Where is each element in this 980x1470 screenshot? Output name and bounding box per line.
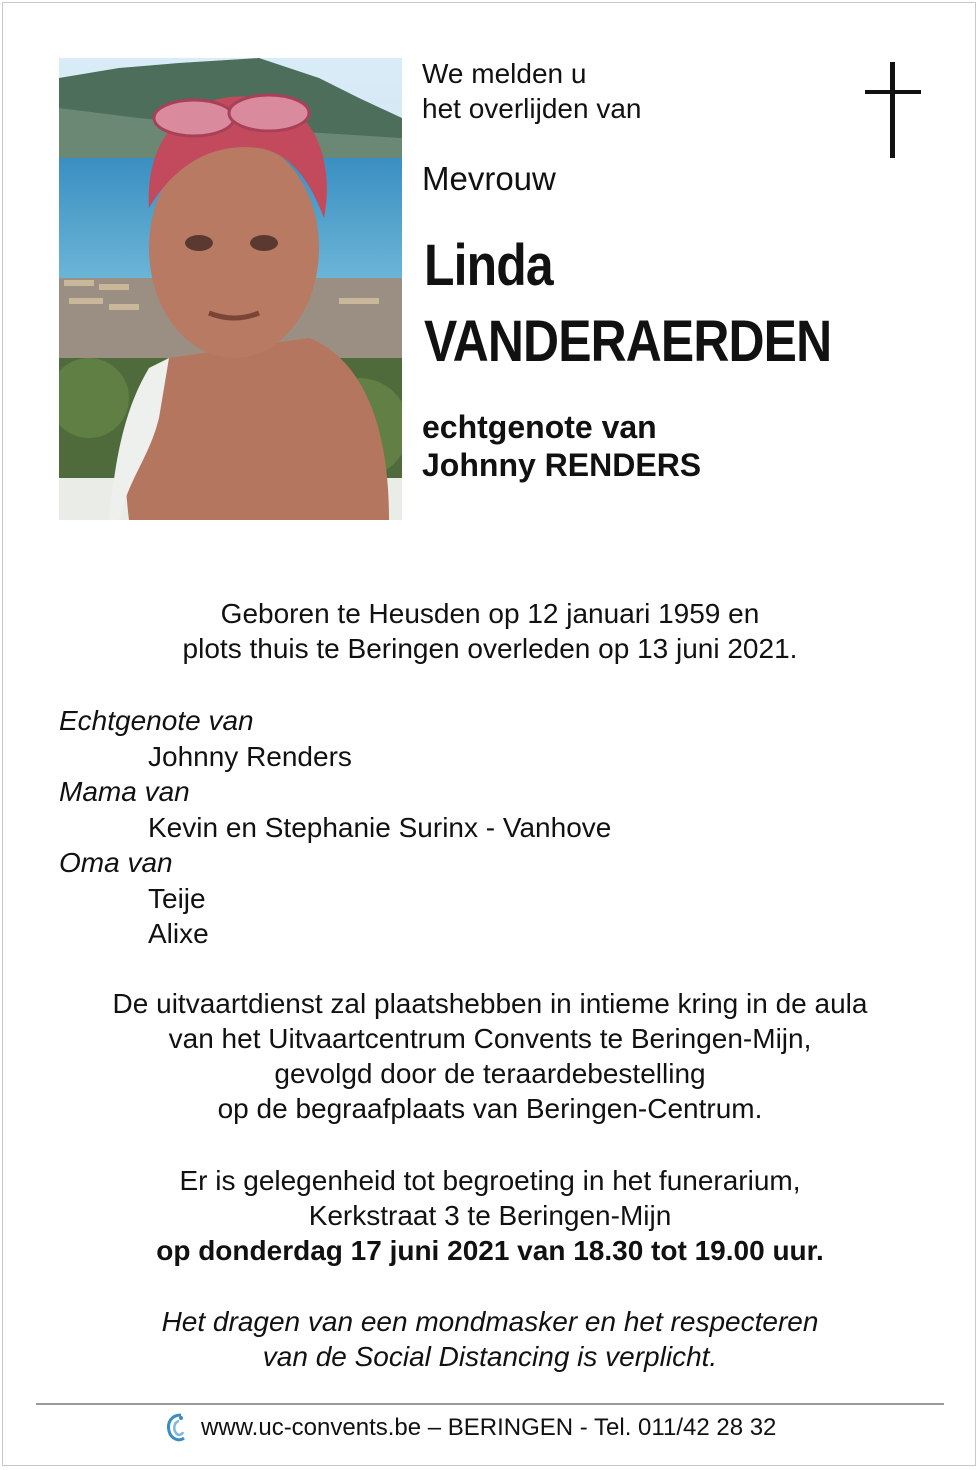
birth-death-text bbox=[0, 596, 980, 666]
family-member: Teije bbox=[148, 882, 206, 914]
death-line: plots thuis te Beringen overleden op 13 juni 2021. bbox=[182, 633, 798, 664]
portrait-photo bbox=[59, 58, 402, 520]
visit-address: Kerkstraat 3 te Beringen-Mijn bbox=[308, 1200, 672, 1231]
visit-datetime: op donderdag 17 juni 2021 van 18.30 tot 19.00 uur. bbox=[156, 1235, 824, 1266]
first-name: Linda bbox=[424, 233, 553, 298]
intro-line: het overlijden van bbox=[422, 93, 642, 124]
cross-icon bbox=[865, 62, 921, 158]
funeral-line: van het Uitvaartcentrum Convents te Beringen-Mijn, bbox=[168, 1023, 812, 1054]
family-member: Alixe bbox=[148, 918, 209, 949]
funeral-line: op de begraafplaats van Beringen-Centrum. bbox=[217, 1093, 763, 1124]
last-name: VANDERAERDEN bbox=[424, 309, 832, 374]
visitation-details bbox=[0, 1163, 980, 1268]
family-member: Kevin en Stephanie Surinx - Vanhove bbox=[148, 811, 612, 843]
funeral-line: De uitvaartdienst zal plaatshebben in intieme kring in de aula bbox=[112, 988, 868, 1019]
spouse-heading bbox=[422, 408, 701, 484]
notice-line: van de Social Distancing is verplicht. bbox=[262, 1341, 718, 1372]
intro-text bbox=[422, 56, 641, 126]
funeral-line: gevolgd door de teraardebestelling bbox=[274, 1058, 706, 1089]
family-list bbox=[59, 703, 611, 952]
convents-logo-icon bbox=[165, 1411, 187, 1445]
family-role: Mama van bbox=[59, 776, 190, 807]
birth-line: Geboren te Heusden op 12 januari 1959 en bbox=[220, 598, 760, 629]
notice-line: Het dragen van een mondmasker en het respecteren bbox=[161, 1306, 819, 1337]
intro-line: We melden u bbox=[422, 58, 587, 89]
spouse-name: Johnny RENDERS bbox=[422, 447, 702, 483]
family-role: Oma van bbox=[59, 847, 173, 878]
funeral-details bbox=[0, 986, 980, 1126]
footer-divider bbox=[36, 1403, 944, 1405]
covid-notice bbox=[0, 1304, 980, 1374]
honorific: Mevrouw bbox=[422, 160, 556, 197]
family-member: Johnny Renders bbox=[148, 740, 352, 772]
spouse-line: echtgenote van bbox=[422, 409, 657, 445]
footer bbox=[165, 1410, 776, 1446]
family-role: Echtgenote van bbox=[59, 705, 254, 736]
footer-contact[interactable]: www.uc-convents.be – BERINGEN - Tel. 011/42 28 32 bbox=[201, 1414, 777, 1441]
visit-line: Er is gelegenheid tot begroeting in het funerarium, bbox=[179, 1165, 801, 1196]
